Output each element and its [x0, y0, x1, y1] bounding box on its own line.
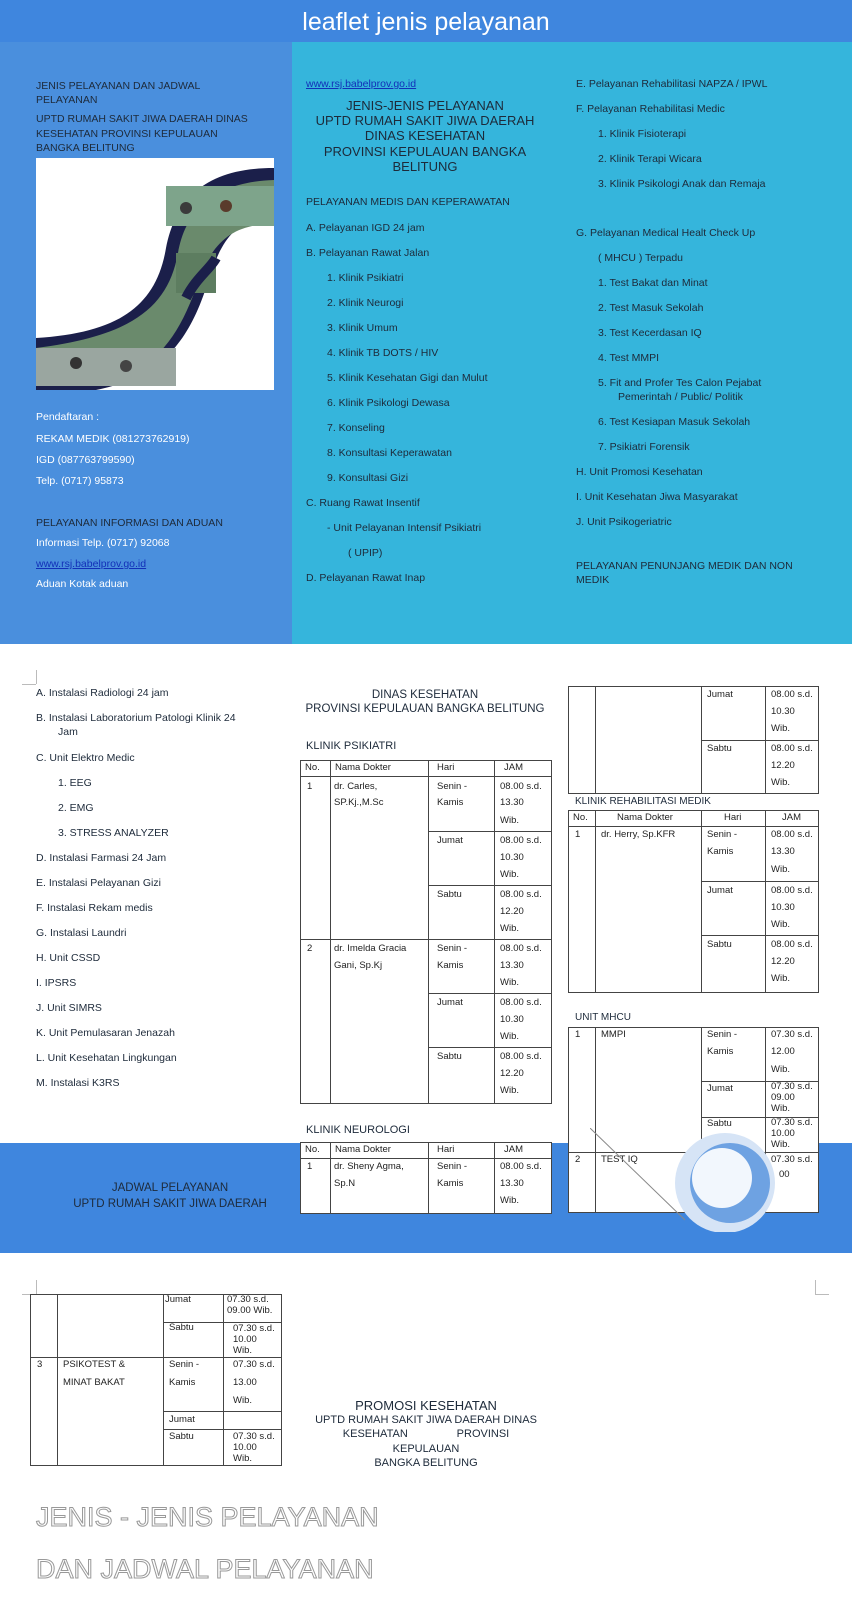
col-header: Nama Dokter — [335, 762, 391, 773]
time: 10.30 — [500, 852, 524, 863]
doctor-name: Sp.N — [334, 1178, 356, 1189]
day: Sabtu — [707, 743, 732, 754]
dinas-title-1: DINAS KESEHATAN — [371, 689, 479, 701]
col1-title-3: UPTD RUMAH SAKIT JIWA DAERAH DINAS — [36, 113, 248, 125]
col1-title-2: PELAYANAN — [36, 94, 98, 106]
day: Jumat — [169, 1414, 195, 1425]
psikiatri-title: KLINIK PSIKIATRI — [306, 740, 397, 752]
time: Wib. — [500, 815, 519, 826]
col3-item: 6. Test Kesiapan Masuk Sekolah — [598, 416, 751, 428]
corner-mark — [815, 1280, 816, 1294]
col-header: Hari — [437, 762, 455, 773]
day: Jumat — [707, 689, 733, 700]
time: 08.00 s.d. — [771, 743, 813, 754]
rehab-continued-table — [568, 686, 819, 794]
row-number: 3 — [37, 1359, 43, 1370]
col2-item: 3. Klinik Umum — [327, 322, 398, 334]
time: 08.00 s.d. — [500, 889, 542, 900]
row-number: 2 — [575, 1154, 581, 1165]
col-header: No. — [305, 762, 320, 773]
time: 12.20 — [500, 1068, 524, 1079]
penunjang-item: K. Unit Pemulasaran Jenazah — [36, 1027, 175, 1039]
day: Jumat — [165, 1294, 191, 1305]
website-link[interactable]: www.rsj.babelprov.go.id — [36, 558, 147, 570]
penunjang-item: 1. EEG — [58, 777, 92, 789]
time: 13.30 — [500, 797, 524, 808]
col-header: Nama Dokter — [335, 1144, 391, 1155]
neurologi-table — [300, 1142, 552, 1214]
penunjang-item: 2. EMG — [58, 802, 94, 814]
time: 13.00 — [233, 1377, 257, 1388]
rehab-title: KLINIK REHABILITASI MEDIK — [575, 796, 711, 807]
page-title: leaflet jenis pelayanan — [0, 0, 852, 44]
doctor-name: dr. Herry, Sp.KFR — [601, 829, 676, 840]
day: Kamis — [437, 797, 464, 808]
left-column — [0, 42, 292, 644]
day: Senin - — [437, 1161, 468, 1172]
time: 10.00 — [233, 1442, 257, 1453]
col3-item: 2. Test Masuk Sekolah — [598, 302, 704, 314]
big-outline-title-1: JENIS - JENIS PELAYANAN — [36, 1502, 379, 1532]
time: 12.20 — [771, 760, 795, 771]
promosi-title-5: BANGKA BELITUNG — [374, 1457, 478, 1469]
time: 12.00 — [771, 1046, 795, 1057]
day: Jumat — [707, 1083, 733, 1094]
rekam-medik-phone: REKAM MEDIK (081273762919) — [36, 433, 190, 445]
day: Kamis — [707, 1046, 734, 1057]
day: Kamis — [437, 960, 464, 971]
time: 08.00 s.d. — [771, 829, 813, 840]
col2-item: C. Ruang Rawat Insentif — [306, 497, 420, 509]
promosi-title-4: KEPULAUAN — [392, 1443, 460, 1455]
time: Wib. — [233, 1345, 252, 1356]
row-number: 1 — [307, 1161, 313, 1172]
time: 09.00 Wib. — [227, 1305, 273, 1316]
promosi-title-2: UPTD RUMAH SAKIT JIWA DAERAH DINAS — [315, 1414, 537, 1426]
time: 09.00 — [771, 1092, 795, 1103]
telp-number: Telp. (0717) 95873 — [36, 475, 124, 487]
day: Jumat — [437, 835, 463, 846]
col3-item: 5. Fit and Profer Tes Calon Pejabat — [598, 377, 762, 389]
time: 00 — [779, 1169, 790, 1180]
penunjang-title-2: MEDIK — [576, 574, 610, 586]
time: 07.30 s.d. — [233, 1323, 275, 1334]
col-header: JAM — [504, 1144, 523, 1155]
time: 08.00 s.d. — [500, 943, 542, 954]
decorative-circles — [590, 1128, 790, 1232]
neurologi-title: KLINIK NEUROLOGI — [306, 1124, 410, 1136]
penunjang-item: I. IPSRS — [36, 977, 77, 989]
col2-item: 7. Konseling — [327, 422, 385, 434]
col2-item: 6. Klinik Psikologi Dewasa — [327, 397, 450, 409]
col2-item: 9. Konsultasi Gizi — [327, 472, 409, 484]
col3-item: 3. Klinik Psikologi Anak dan Remaja — [598, 178, 766, 190]
hospital-photo-collage — [36, 158, 274, 390]
col-header: No. — [573, 812, 588, 823]
day: Jumat — [437, 997, 463, 1008]
dinas-title-2: PROVINSI KEPULAUAN BANGKA BELITUNG — [305, 703, 545, 715]
col3-item: E. Pelayanan Rehabilitasi NAPZA / IPWL — [576, 78, 768, 90]
col2-item: A. Pelayanan IGD 24 jam — [306, 222, 425, 234]
penunjang-item: J. Unit SIMRS — [36, 1002, 102, 1014]
informasi-phone: Informasi Telp. (0717) 92068 — [36, 537, 170, 549]
time: Wib. — [771, 1064, 790, 1075]
time: 08.00 s.d. — [500, 997, 542, 1008]
col2-title-3: DINAS KESEHATAN — [364, 128, 486, 143]
time: 10.30 — [771, 902, 795, 913]
big-outline-title-2: DAN JADWAL PELAYANAN — [36, 1554, 374, 1584]
time: Wib. — [771, 973, 790, 984]
col3-item: 3. Test Kecerdasan IQ — [598, 327, 702, 339]
time: 10.00 — [771, 1128, 795, 1139]
time: 08.00 s.d. — [500, 1161, 542, 1172]
penunjang-item: 3. STRESS ANALYZER — [58, 827, 169, 839]
day: Kamis — [707, 846, 734, 857]
day: Sabtu — [437, 889, 462, 900]
col-header: Hari — [437, 1144, 455, 1155]
middle-right-columns — [292, 42, 852, 644]
time: 07.30 s.d. — [233, 1431, 275, 1442]
time: 10.00 — [233, 1334, 257, 1345]
day: Senin - — [169, 1359, 200, 1370]
penunjang-title-1: PELAYANAN PENUNJANG MEDIK DAN NON — [576, 560, 793, 572]
penunjang-item: A. Instalasi Radiologi 24 jam — [36, 687, 169, 699]
psikotest-table — [30, 1294, 282, 1466]
penunjang-item: B. Instalasi Laboratorium Patologi Klinik 24 — [36, 712, 236, 724]
service-name: TEST IQ — [601, 1154, 638, 1165]
time: 07.30 s.d. — [771, 1081, 813, 1092]
day: Jumat — [707, 885, 733, 896]
col-header: JAM — [782, 812, 801, 823]
time: 08.00 s.d. — [771, 689, 813, 700]
col2-item: ( UPIP) — [348, 547, 383, 559]
day: Senin - — [437, 781, 468, 792]
promosi-title-3: KESEHATAN PROVINSI — [342, 1428, 510, 1440]
corner-mark — [22, 684, 36, 685]
time: 07.30 s.d. — [771, 1117, 813, 1128]
corner-mark — [36, 670, 37, 684]
time: Wib. — [233, 1395, 252, 1406]
time: 07.30 s.d. — [233, 1359, 275, 1370]
col2-item: D. Pelayanan Rawat Inap — [306, 572, 426, 584]
col-header: JAM — [504, 762, 523, 773]
col1-title-4: KESEHATAN PROVINSI KEPULAUAN — [36, 128, 218, 140]
col3-item: 1. Klinik Fisioterapi — [598, 128, 687, 140]
time: Wib. — [771, 864, 790, 875]
day: Sabtu — [169, 1431, 194, 1442]
row-number: 1 — [575, 829, 581, 840]
col3-item: J. Unit Psikogeriatric — [576, 516, 672, 528]
mhcu-title: UNIT MHCU — [575, 1012, 631, 1023]
col3-item: 4. Test MMPI — [598, 352, 660, 364]
time: 07.30 s.d. — [771, 1029, 813, 1040]
time: Wib. — [500, 923, 519, 934]
jadwal-title-2: UPTD RUMAH SAKIT JIWA DAERAH — [73, 1198, 267, 1210]
col3-item: 1. Test Bakat dan Minat — [598, 277, 708, 289]
col2-item: 4. Klinik TB DOTS / HIV — [327, 347, 439, 359]
col2-title-5: BELITUNG — [392, 159, 458, 174]
service-name: MINAT BAKAT — [63, 1377, 125, 1388]
time: 12.20 — [771, 956, 795, 967]
col3-item: 2. Klinik Terapi Wicara — [598, 153, 702, 165]
corner-mark — [36, 1280, 37, 1294]
day: Senin - — [437, 943, 468, 954]
day: Sabtu — [437, 1051, 462, 1062]
day: Senin - — [707, 1029, 738, 1040]
doctor-name: dr. Carles, — [334, 781, 378, 792]
day: Sabtu — [707, 1118, 732, 1129]
day: Kamis — [437, 1178, 464, 1189]
col3-item: F. Pelayanan Rehabilitasi Medic — [576, 103, 725, 115]
time: Wib. — [500, 977, 519, 988]
row-number: 2 — [307, 943, 313, 954]
time: Wib. — [500, 1085, 519, 1096]
col-header: No. — [305, 1144, 320, 1155]
col-header: Hari — [724, 812, 742, 823]
medis-section-title: PELAYANAN MEDIS DAN KEPERAWATAN — [306, 196, 510, 208]
time: Wib. — [500, 869, 519, 880]
col2-item: - Unit Pelayanan Intensif Psikiatri — [327, 522, 482, 534]
col2-item: B. Pelayanan Rawat Jalan — [306, 247, 430, 259]
penunjang-item: D. Instalasi Farmasi 24 Jam — [36, 852, 167, 864]
aduan-text: Aduan Kotak aduan — [36, 578, 129, 590]
row-number: 1 — [307, 781, 313, 792]
pendaftaran-label: Pendaftaran : — [36, 411, 100, 423]
col2-title-4: PROVINSI KEPULAUAN BANGKA — [323, 144, 527, 159]
penunjang-item: H. Unit CSSD — [36, 952, 101, 964]
col2-item: 1. Klinik Psikiatri — [327, 272, 404, 284]
col3-item: 7. Psikiatri Forensik — [598, 441, 690, 453]
col2-title-1: JENIS-JENIS PELAYANAN — [346, 98, 504, 113]
day: Kamis — [169, 1377, 196, 1388]
col3-item: Pemerintah / Public/ Politik — [618, 391, 743, 403]
corner-mark — [815, 1294, 829, 1295]
igd-phone: IGD (087763799590) — [36, 454, 135, 466]
day: Senin - — [707, 829, 738, 840]
time: Wib. — [771, 919, 790, 930]
info-aduan-title: PELAYANAN INFORMASI DAN ADUAN — [36, 517, 223, 529]
time: 07.30 s.d. — [227, 1294, 269, 1305]
time: 08.00 s.d. — [500, 781, 542, 792]
doctor-name: dr. Imelda Gracia — [334, 943, 407, 954]
penunjang-item: M. Instalasi K3RS — [36, 1077, 120, 1089]
col3-item: H. Unit Promosi Kesehatan — [576, 466, 703, 478]
service-name: PSIKOTEST & — [63, 1359, 126, 1370]
doctor-name: SP.Kj.,M.Sc — [334, 797, 384, 808]
website-link-2[interactable]: www.rsj.babelprov.go.id — [306, 78, 417, 90]
time: 13.30 — [500, 960, 524, 971]
time: 10.30 — [771, 706, 795, 717]
col1-title-5: BANGKA BELITUNG — [36, 142, 135, 154]
penunjang-item: L. Unit Kesehatan Lingkungan — [36, 1052, 177, 1064]
col2-item: 2. Klinik Neurogi — [327, 297, 404, 309]
time: 13.30 — [500, 1178, 524, 1189]
jadwal-title-1: JADWAL PELAYANAN — [111, 1182, 229, 1194]
rehab-table — [568, 810, 819, 993]
time: 10.30 — [500, 1014, 524, 1025]
time: 13.30 — [771, 846, 795, 857]
penunjang-item: G. Instalasi Laundri — [36, 927, 127, 939]
col3-item: ( MHCU ) Terpadu — [598, 252, 683, 264]
penunjang-item: C. Unit Elektro Medic — [36, 752, 135, 764]
penunjang-item: E. Instalasi Pelayanan Gizi — [36, 877, 161, 889]
time: Wib. — [771, 1139, 790, 1150]
time: Wib. — [233, 1453, 252, 1464]
service-name: MMPI — [601, 1029, 626, 1040]
row-number: 1 — [575, 1029, 581, 1040]
time: Wib. — [771, 1103, 790, 1114]
doctor-name: dr. Sheny Agma, — [334, 1161, 404, 1172]
time: 07.30 s.d. — [771, 1154, 813, 1165]
col3-item: G. Pelayanan Medical Healt Check Up — [576, 227, 756, 239]
day: Sabtu — [169, 1322, 194, 1333]
time: Wib. — [500, 1195, 519, 1206]
time: Wib. — [500, 1031, 519, 1042]
promosi-title-1: PROMOSI KESEHATAN — [355, 1398, 497, 1413]
doctor-name: Gani, Sp.Kj — [334, 960, 383, 971]
time: 08.00 s.d. — [500, 835, 542, 846]
col-header: Nama Dokter — [617, 812, 673, 823]
psikiatri-table — [300, 760, 552, 1104]
time: 12.20 — [500, 906, 524, 917]
time: 08.00 s.d. — [771, 885, 813, 896]
col2-item: 5. Klinik Kesehatan Gigi dan Mulut — [327, 372, 488, 384]
col2-title-2: UPTD RUMAH SAKIT JIWA DAERAH — [315, 113, 535, 128]
time: Wib. — [771, 777, 790, 788]
col3-item: I. Unit Kesehatan Jiwa Masyarakat — [576, 491, 738, 503]
penunjang-item: Jam — [58, 726, 78, 738]
time: 08.00 s.d. — [500, 1051, 542, 1062]
col2-item: 8. Konsultasi Keperawatan — [327, 447, 452, 459]
time: 08.00 s.d. — [771, 939, 813, 950]
time: Wib. — [771, 723, 790, 734]
penunjang-item: F. Instalasi Rekam medis — [36, 902, 153, 914]
col1-title-1: JENIS PELAYANAN DAN JADWAL — [36, 80, 201, 92]
day: Sabtu — [707, 939, 732, 950]
